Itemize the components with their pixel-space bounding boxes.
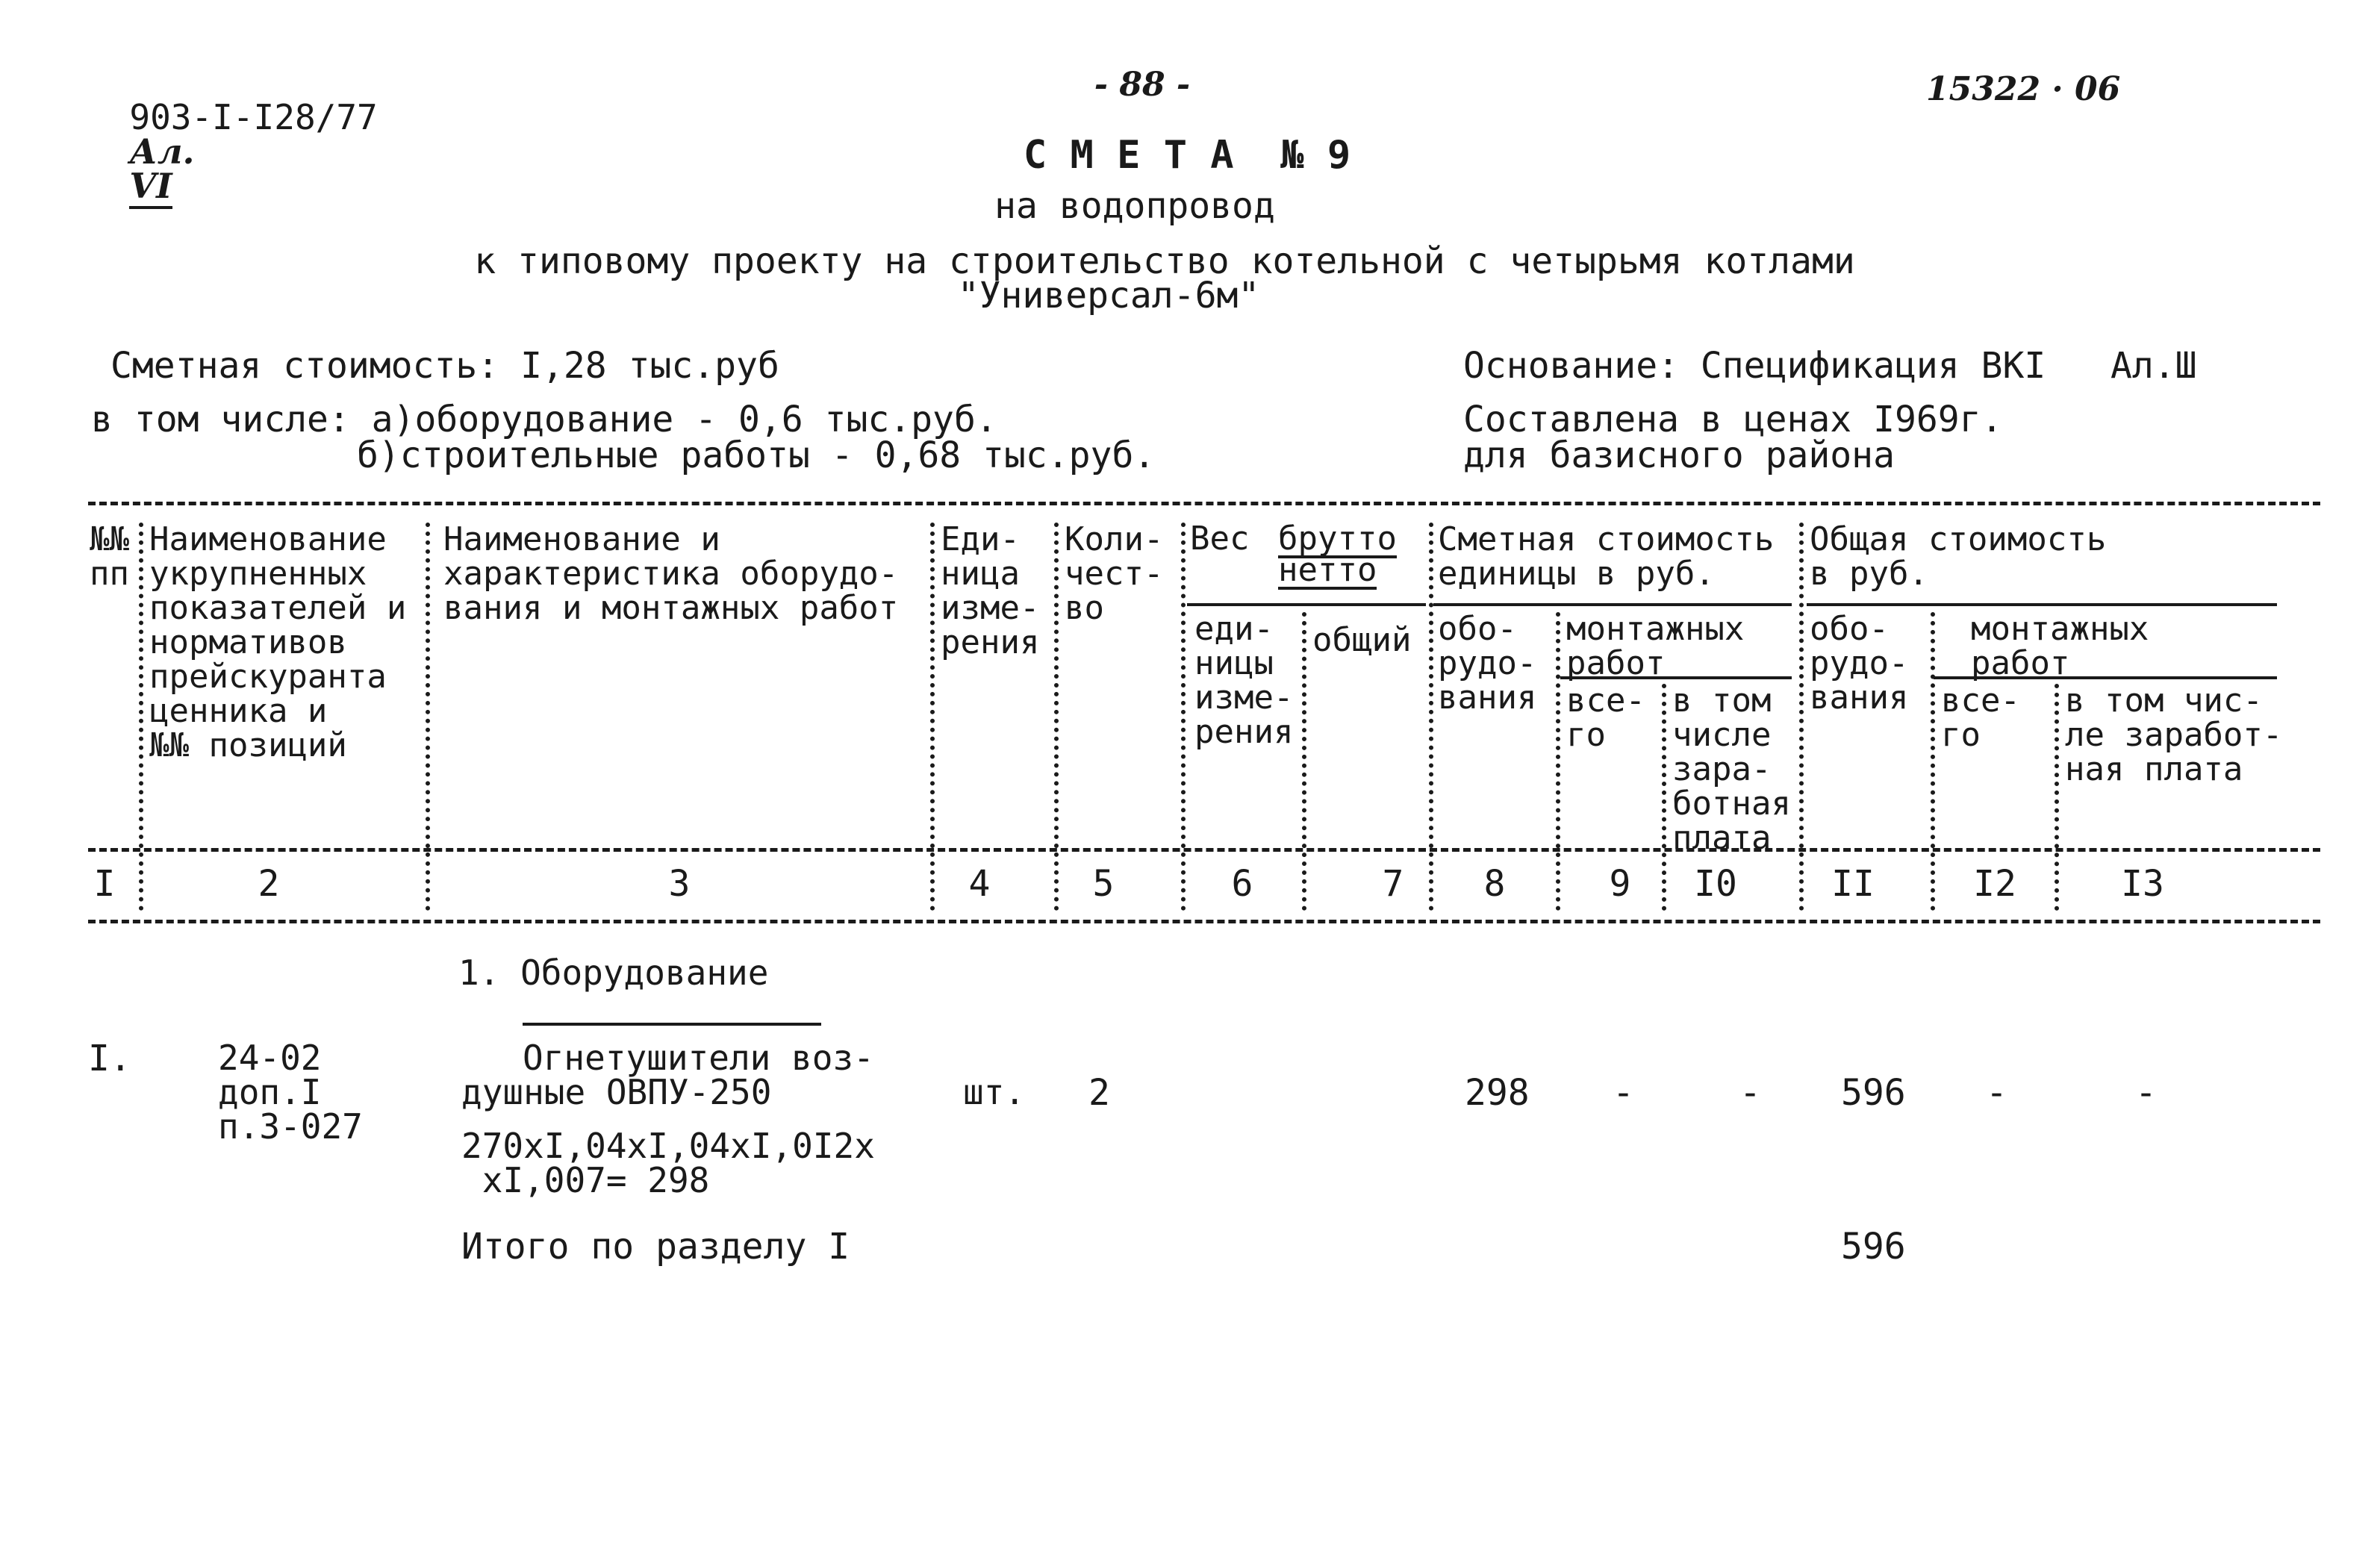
header-total-mont: монтажных работ	[1971, 610, 2149, 682]
weight-subheader-rule	[1187, 603, 1426, 606]
unit-cost-subheader-rule	[1433, 603, 1792, 606]
col-sep-7	[1429, 523, 1433, 911]
column-number-8: 8	[1483, 863, 1506, 905]
section-title-underline	[523, 1023, 821, 1026]
row-unit-price-mounting: -	[1613, 1072, 1634, 1114]
sheet-code: 15322 · 06	[1926, 70, 2121, 108]
basis-reference: Основание: Спецификация ВКI Ал.Ш	[1463, 345, 2197, 387]
header-col-5: Коли- чест- во	[1065, 520, 1164, 627]
header-weight-brutto: брутто	[1278, 520, 1397, 558]
col-sep-6	[1302, 612, 1306, 911]
table-top-rule	[88, 502, 2320, 505]
title-line-3: к типовому проекту на строительство котельной с четырьмя котлами	[474, 240, 1855, 282]
estimated-cost: Сметная стоимость: I,28 тыс.руб	[110, 345, 779, 387]
row-unit: шт.	[963, 1072, 1026, 1112]
header-unit-cost: Сметная стоимость единицы в руб.	[1438, 520, 1775, 593]
col-sep-3	[930, 523, 935, 911]
column-number-11: II	[1831, 863, 1875, 905]
column-number-6: 6	[1231, 863, 1253, 905]
column-number-12: I2	[1973, 863, 2016, 905]
album-number: VI	[129, 166, 172, 209]
col-sep-12	[2055, 684, 2059, 911]
row-quantity: 2	[1088, 1072, 1110, 1114]
header-bottom-rule	[88, 848, 2320, 852]
header-col-2: Наименование укрупненных показателей и нормативов прейскуранта ценника и №№ позиций	[149, 520, 407, 764]
col-sep-1	[139, 523, 143, 911]
header-weight-netto: нетто	[1278, 551, 1377, 589]
header-total-cost: Общая стоимость в руб.	[1810, 520, 2107, 593]
col-sep-2	[426, 523, 430, 911]
total-cost-subheader-rule	[1807, 603, 2277, 606]
subtotal-label: Итого по разделу I	[461, 1226, 850, 1268]
album-label: Ал.	[129, 131, 195, 172]
row-total-wages: -	[2135, 1072, 2157, 1114]
header-col-4: Еди- ница изме- рения	[941, 520, 1040, 661]
col-sep-9	[1662, 684, 1666, 911]
header-col-8: обо- рудо- вания	[1438, 610, 1537, 717]
row-calculation: 270хI,04хI,04хI,0I2х хI,007= 298	[461, 1126, 875, 1200]
header-col-10: в том числе зара- ботная плата	[1672, 682, 1791, 857]
header-col-1: №№ пп	[90, 520, 129, 593]
header-col-7: общий	[1312, 621, 1412, 659]
price-level: Составлена в ценах I969г.	[1463, 399, 2003, 440]
col-sep-10	[1799, 523, 1804, 911]
row-item-name-2: душные ОВПУ-250	[461, 1072, 772, 1112]
header-weight-label: Вес	[1190, 520, 1250, 558]
column-number-9: 9	[1609, 863, 1631, 905]
document-title: С М Е Т А № 9	[1023, 133, 1351, 178]
row-total-equipment: 596	[1841, 1072, 1906, 1114]
col-sep-4	[1054, 523, 1059, 911]
header-unit-mont: монтажных работ	[1566, 610, 1745, 682]
col-sep-11	[1931, 612, 1935, 911]
column-number-1: I	[93, 863, 116, 905]
document-code: 903-I-I28/77 Ал. VI	[88, 66, 378, 203]
col-sep-8	[1556, 612, 1560, 911]
column-number-4: 4	[968, 863, 991, 905]
row-item-name-1: Огнетушители воз-	[523, 1038, 874, 1078]
column-number-3: 3	[668, 863, 691, 905]
subtotal-value: 596	[1841, 1226, 1906, 1268]
column-number-5: 5	[1092, 863, 1115, 905]
row-price-code: 24-02 доп.I п.3-027	[218, 1038, 363, 1147]
including-construction: б)строительные работы - 0,68 тыс.руб.	[357, 434, 1156, 476]
row-total-mounting: -	[1986, 1072, 2007, 1114]
including-equipment: в том числе: а)оборудование - 0,6 тыс.руб.	[91, 399, 997, 440]
row-unit-price-wages: -	[1739, 1072, 1761, 1114]
row-number: I.	[88, 1038, 131, 1079]
header-col-3: Наименование и характеристика оборудо- вания и монтажных работ	[443, 520, 899, 627]
page-number: - 88 -	[1094, 66, 1191, 104]
title-line-4: "Универсал-6м"	[957, 275, 1260, 317]
header-col-11: обо- рудо- вания	[1810, 610, 1909, 717]
column-numbers-bottom-rule	[88, 920, 2320, 923]
column-number-13: I3	[2121, 863, 2164, 905]
row-unit-price-equipment: 298	[1465, 1072, 1530, 1114]
column-number-2: 2	[258, 863, 280, 905]
column-number-7: 7	[1382, 863, 1404, 905]
col-sep-5	[1181, 523, 1186, 911]
header-col-6: еди- ницы изме- рения	[1194, 610, 1294, 751]
header-col-9: все- го	[1566, 682, 1645, 754]
title-line-2: на водопровод	[994, 185, 1275, 227]
region-note: для базисного района	[1463, 434, 1895, 476]
section-title: 1. Оборудование	[458, 953, 769, 993]
header-col-13: в том чис- ле заработ- ная плата	[2065, 682, 2283, 788]
column-number-10: I0	[1694, 863, 1737, 905]
header-col-12: все- го	[1941, 682, 2020, 754]
